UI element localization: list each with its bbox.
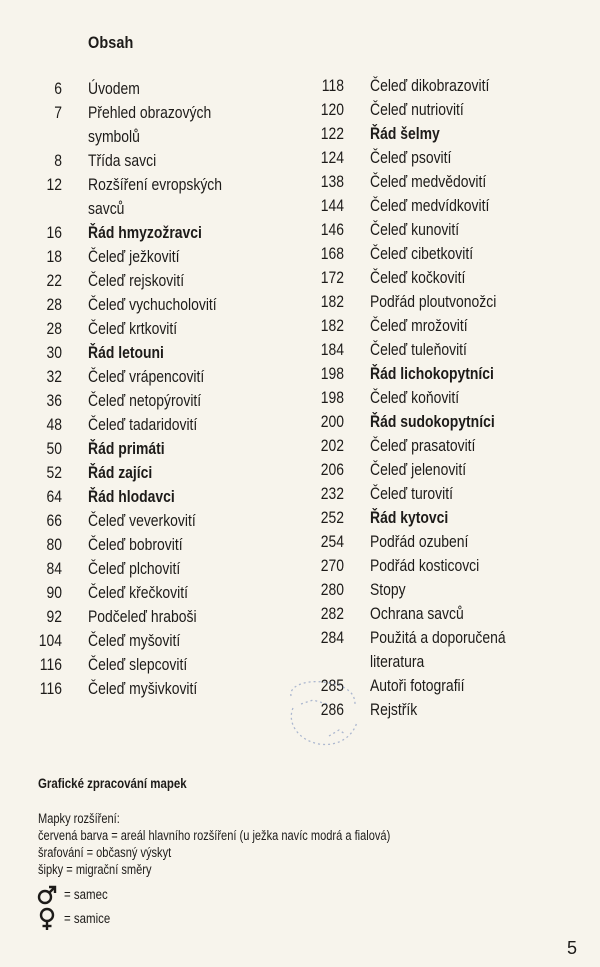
toc-page-number: 116 bbox=[39, 679, 62, 698]
legend-arrows: šipky = migrační směry bbox=[38, 862, 152, 877]
toc-entry-text: Čeleď jelenovití bbox=[370, 460, 467, 479]
toc-entry-text: Čeleď mrožovití bbox=[370, 316, 468, 335]
toc-entry-text: Čeleď dikobrazovití bbox=[370, 76, 490, 95]
toc-entry-text: Čeleď kočkovití bbox=[370, 268, 466, 287]
toc-entry-text: Ochrana savců bbox=[370, 604, 464, 623]
toc-page-number: 286 bbox=[320, 700, 344, 719]
library-stamp bbox=[283, 678, 363, 750]
toc-entry-text: Podřád ozubení bbox=[370, 532, 469, 551]
legend-maps-label: Mapky rozšíření: bbox=[38, 811, 120, 826]
toc-entry bbox=[30, 125, 290, 149]
toc-entry-text: Čeleď turovití bbox=[370, 484, 453, 503]
toc-entry bbox=[308, 362, 588, 386]
toc-entry bbox=[30, 389, 290, 413]
toc-page-number: 66 bbox=[46, 511, 62, 530]
page-number: 5 bbox=[567, 938, 578, 958]
toc-entry-text: Čeleď křečkovití bbox=[88, 583, 188, 602]
legend-hatching: šrafování = občasný výskyt bbox=[38, 845, 172, 860]
toc-entry bbox=[30, 437, 290, 461]
toc-entry bbox=[308, 602, 588, 626]
toc-entry-text: Čeleď prasatovití bbox=[370, 436, 476, 455]
toc-page-number: 270 bbox=[320, 556, 344, 575]
toc-entry bbox=[30, 557, 290, 581]
toc-page-number: 252 bbox=[320, 508, 344, 527]
legend-red-color: červená barva = areál hlavního rozšíření (u ježka navíc modrá a fialová) bbox=[38, 828, 391, 843]
toc-page-number: 8 bbox=[54, 151, 62, 170]
toc-entry-text: savců bbox=[88, 199, 125, 218]
toc-entry bbox=[308, 410, 588, 434]
toc-page-number: 28 bbox=[46, 319, 62, 338]
toc-entry-text: Řád hlodavci bbox=[88, 487, 175, 506]
toc-entry-text: literatura bbox=[370, 652, 425, 671]
toc-page-number: 280 bbox=[320, 580, 344, 599]
toc-entry bbox=[308, 218, 588, 242]
toc-entry-text: Čeleď slepcovití bbox=[88, 655, 188, 674]
toc-page-number: 120 bbox=[320, 100, 344, 119]
toc-entry bbox=[30, 485, 290, 509]
toc-page-number: 90 bbox=[46, 583, 62, 602]
toc-page-number: 206 bbox=[320, 460, 344, 479]
toc-entry bbox=[30, 77, 290, 101]
toc-entry-text: Použitá a doporučená bbox=[370, 628, 506, 647]
toc-page-number: 104 bbox=[38, 631, 62, 650]
toc-entry-text: Úvodem bbox=[88, 79, 140, 98]
toc-page-number: 64 bbox=[46, 487, 62, 506]
toc-page-number: 122 bbox=[320, 124, 344, 143]
toc-page-number: 146 bbox=[320, 220, 344, 239]
toc-entry-text: Podřád ploutvonožci bbox=[370, 292, 497, 311]
toc-page-number: 254 bbox=[320, 532, 344, 551]
toc-page-number: 7 bbox=[54, 103, 62, 122]
toc-entry-text: Řád kytovci bbox=[370, 508, 449, 527]
toc-entry bbox=[308, 314, 588, 338]
toc-entry-text: Řád hmyzožravci bbox=[88, 223, 202, 242]
toc-entry-text: Řád letouni bbox=[88, 343, 164, 362]
toc-entry-text: Čeleď myšovití bbox=[88, 631, 181, 650]
toc-entry bbox=[308, 242, 588, 266]
toc-entry-text: Čeleď bobrovití bbox=[88, 535, 183, 554]
female-symbol-icon bbox=[36, 907, 58, 931]
toc-entry bbox=[30, 173, 290, 197]
toc-entry bbox=[308, 170, 588, 194]
toc-page-number: 48 bbox=[46, 415, 62, 434]
toc-entry bbox=[30, 269, 290, 293]
toc-entry bbox=[308, 266, 588, 290]
toc-entry bbox=[30, 197, 290, 221]
toc-entry-text: Čeleď netopýrovití bbox=[88, 391, 202, 410]
toc-entry-text: Stopy bbox=[370, 580, 406, 599]
toc-entry bbox=[308, 434, 588, 458]
toc-page-number: 50 bbox=[46, 439, 62, 458]
toc-page-number: 232 bbox=[320, 484, 344, 503]
toc-entry bbox=[30, 245, 290, 269]
toc-entry bbox=[30, 605, 290, 629]
toc-entry-text: Řád lichokopytníci bbox=[370, 364, 494, 383]
toc-entry bbox=[308, 578, 588, 602]
toc-page-number: 284 bbox=[320, 628, 344, 647]
toc-page-number: 124 bbox=[320, 148, 344, 167]
toc-entry-text: Čeleď plchovití bbox=[88, 559, 181, 578]
toc-page-number: 22 bbox=[46, 271, 62, 290]
toc-entry bbox=[30, 629, 290, 653]
toc-page-number: 144 bbox=[320, 196, 344, 215]
toc-entry-text: Čeleď tadaridovití bbox=[88, 415, 198, 434]
toc-entry bbox=[30, 509, 290, 533]
legend-title: Grafické zpracování mapek bbox=[38, 775, 187, 791]
male-symbol-icon bbox=[36, 884, 58, 906]
toc-page-number: 80 bbox=[46, 535, 62, 554]
toc-page-number: 202 bbox=[320, 436, 344, 455]
toc-page-number: 32 bbox=[46, 367, 62, 386]
toc-entry bbox=[30, 413, 290, 437]
toc-entry bbox=[30, 677, 290, 701]
toc-entry-text: Čeleď myšivkovití bbox=[88, 679, 198, 698]
toc-entry bbox=[30, 317, 290, 341]
toc-page-number: 282 bbox=[320, 604, 344, 623]
toc-entry bbox=[308, 650, 588, 674]
toc-page-number: 198 bbox=[320, 364, 344, 383]
toc-entry-text: Čeleď psovití bbox=[370, 148, 452, 167]
toc-entry-text: Čeleď krtkovití bbox=[88, 319, 178, 338]
toc-entry-text: Čeleď nutriovití bbox=[370, 100, 464, 119]
toc-entry bbox=[30, 461, 290, 485]
toc-entry bbox=[308, 482, 588, 506]
toc-entry bbox=[308, 122, 588, 146]
toc-page-number: 200 bbox=[320, 412, 344, 431]
toc-page-number: 182 bbox=[320, 292, 344, 311]
toc-page-number: 52 bbox=[46, 463, 62, 482]
toc-page-number: 285 bbox=[320, 676, 344, 695]
toc-entry bbox=[30, 341, 290, 365]
toc-entry-text: Čeleď kunovití bbox=[370, 220, 460, 239]
toc-entry-text: Řád šelmy bbox=[370, 124, 440, 143]
toc-entry-text: Čeleď rejskovití bbox=[88, 271, 185, 290]
toc-entry bbox=[308, 626, 588, 650]
toc-page-number: 12 bbox=[46, 175, 62, 194]
toc-entry bbox=[308, 506, 588, 530]
toc-entry-text: Třída savci bbox=[88, 151, 157, 170]
toc-entry-text: Autoři fotografií bbox=[370, 676, 465, 695]
toc-entry-text: Podřád kosticovci bbox=[370, 556, 480, 575]
toc-entry-text: Přehled obrazových bbox=[88, 103, 212, 122]
toc-entry bbox=[30, 581, 290, 605]
toc-page-number: 116 bbox=[39, 655, 62, 674]
toc-entry bbox=[30, 293, 290, 317]
toc-page-number: 6 bbox=[54, 79, 62, 98]
legend-female bbox=[36, 907, 118, 931]
toc-entry bbox=[308, 386, 588, 410]
toc-entry-text: Čeleď medvídkovití bbox=[370, 196, 490, 215]
toc-entry bbox=[308, 530, 588, 554]
toc-entry bbox=[30, 653, 290, 677]
toc-entry bbox=[30, 365, 290, 389]
toc-page-number: 18 bbox=[46, 247, 62, 266]
toc-page-number: 138 bbox=[320, 172, 344, 191]
toc-entry bbox=[308, 146, 588, 170]
toc-entry bbox=[30, 221, 290, 245]
male-label: = samec bbox=[64, 887, 108, 903]
toc-entry-text: Řád primáti bbox=[88, 439, 165, 458]
toc-entry bbox=[30, 101, 290, 125]
toc-page-number: 184 bbox=[320, 340, 344, 359]
toc-page-number: 172 bbox=[320, 268, 344, 287]
toc-entry-text: Čeleď koňovití bbox=[370, 388, 460, 407]
toc-entry-text: Řád sudokopytníci bbox=[370, 412, 495, 431]
toc-page-number: 182 bbox=[320, 316, 344, 335]
toc-page-number: 30 bbox=[46, 343, 62, 362]
toc-entry bbox=[30, 533, 290, 557]
toc-entry-text: Řád zajíci bbox=[88, 463, 153, 482]
page-title: Obsah bbox=[88, 33, 134, 52]
toc-page-number: 16 bbox=[46, 223, 62, 242]
toc-entry bbox=[308, 98, 588, 122]
toc-page-number: 28 bbox=[46, 295, 62, 314]
toc-page-number: 168 bbox=[320, 244, 344, 263]
toc-entry bbox=[308, 74, 588, 98]
toc-entry-text: Čeleď vychucholovití bbox=[88, 295, 217, 314]
toc-page-number: 118 bbox=[321, 76, 344, 95]
toc-page-number: 198 bbox=[320, 388, 344, 407]
toc-entry-text: Čeleď ježkovití bbox=[88, 247, 180, 266]
toc-page-number: 92 bbox=[46, 607, 62, 626]
toc-entry-text: Čeleď veverkovití bbox=[88, 511, 196, 530]
toc-entry-text: Podčeleď hraboši bbox=[88, 607, 197, 626]
toc-entry-text: symbolů bbox=[88, 127, 140, 146]
toc-entry-text: Rozšíření evropských bbox=[88, 175, 223, 194]
toc-entry-text: Čeleď cibetkovití bbox=[370, 244, 474, 263]
toc-entry bbox=[308, 458, 588, 482]
toc-page-number: 36 bbox=[46, 391, 62, 410]
toc-entry-text: Rejstřík bbox=[370, 700, 418, 719]
toc-entry-text: Čeleď tuleňovití bbox=[370, 340, 467, 359]
toc-entry-text: Čeleď medvědovití bbox=[370, 172, 487, 191]
toc-entry bbox=[308, 554, 588, 578]
toc-entry bbox=[308, 338, 588, 362]
toc-entry bbox=[308, 290, 588, 314]
female-label: = samice bbox=[64, 911, 111, 926]
toc-entry bbox=[308, 194, 588, 218]
toc-page-number: 84 bbox=[46, 559, 62, 578]
toc-entry-text: Čeleď vrápencovití bbox=[88, 367, 205, 386]
legend-male bbox=[36, 884, 115, 906]
toc-entry bbox=[30, 149, 290, 173]
